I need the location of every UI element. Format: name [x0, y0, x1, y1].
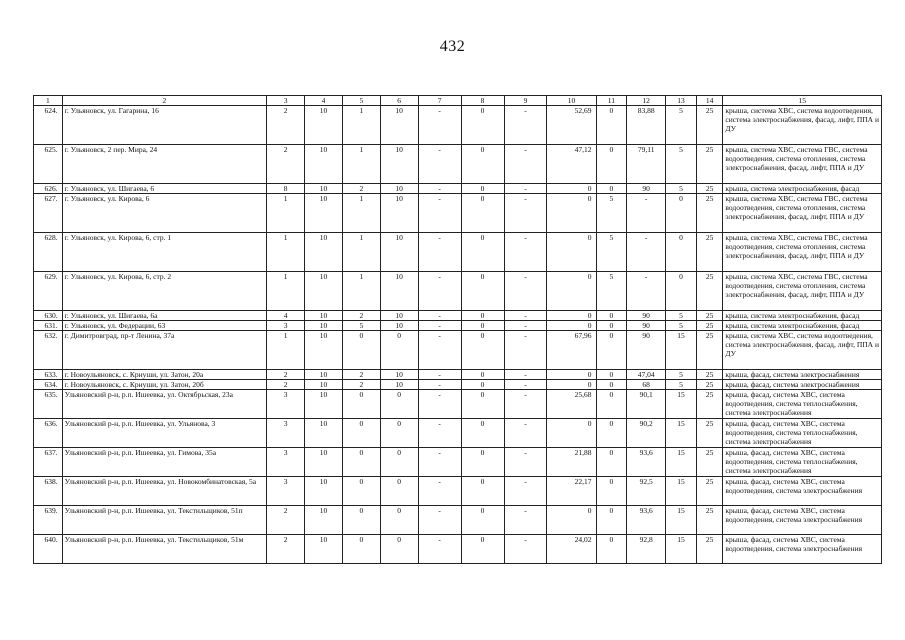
table-row	[34, 506, 882, 535]
col-6: 10	[380, 145, 418, 184]
column-header: 3	[267, 96, 305, 106]
col-12: 79,11	[627, 145, 666, 184]
col-10: 47,12	[547, 145, 596, 184]
column-header: 4	[305, 96, 343, 106]
col-12: 68	[627, 380, 666, 390]
col-12: 93,6	[627, 448, 666, 477]
page-number: 432	[439, 38, 466, 55]
col-10: 0	[547, 370, 596, 380]
works-list: крыша, система электроснабжения, фасад	[723, 311, 882, 321]
col-4: 10	[305, 194, 343, 233]
col-5: 2	[342, 370, 380, 380]
address: г. Ульяновск, ул. Кирова, 6, стр. 1	[62, 233, 267, 272]
col-11: 0	[596, 331, 627, 370]
col-9: -	[504, 184, 547, 194]
row-number: 634.	[34, 380, 63, 390]
col-5: 0	[342, 390, 380, 419]
col-6: 0	[380, 535, 418, 564]
works-list: крыша, фасад, система ХВС, система водоотведения, система теплоснабжения, система электроснабжения	[723, 419, 882, 448]
row-number: 640.	[34, 535, 63, 564]
col-14: 25	[696, 184, 723, 194]
row-number: 628.	[34, 233, 63, 272]
col-14: 25	[696, 390, 723, 419]
col-14: 25	[696, 233, 723, 272]
col-4: 10	[305, 272, 343, 311]
col-3: 4	[267, 311, 305, 321]
col-12: 90	[627, 321, 666, 331]
col-13: 5	[666, 321, 697, 331]
col-3: 1	[267, 194, 305, 233]
column-header: 5	[342, 96, 380, 106]
works-list: крыша, фасад, система ХВС, система водоотведения, система теплоснабжения, система электроснабжения	[723, 390, 882, 419]
works-list: крыша, фасад, система электроснабжения	[723, 380, 882, 390]
col-13: 15	[666, 448, 697, 477]
col-5: 2	[342, 311, 380, 321]
col-6: 10	[380, 184, 418, 194]
col-10: 67,96	[547, 331, 596, 370]
works-list: крыша, фасад, система ХВС, система водоотведения, система электроснабжения	[723, 477, 882, 506]
works-list: крыша, фасад, система ХВС, система водоотведения, система электроснабжения	[723, 535, 882, 564]
col-6: 0	[380, 419, 418, 448]
col-10: 0	[547, 419, 596, 448]
col-9: -	[504, 370, 547, 380]
column-header: 11	[596, 96, 627, 106]
col-5: 0	[342, 448, 380, 477]
col-5: 0	[342, 477, 380, 506]
column-header: 8	[461, 96, 504, 106]
column-header: 1	[34, 96, 63, 106]
col-10: 52,69	[547, 106, 596, 145]
address: г. Ульяновск, ул. Кирова, 6, стр. 2	[62, 272, 267, 311]
col-3: 2	[267, 145, 305, 184]
row-number: 636.	[34, 419, 63, 448]
col-7: -	[418, 370, 461, 380]
col-14: 25	[696, 145, 723, 184]
column-header: 15	[723, 96, 882, 106]
col-7: -	[418, 321, 461, 331]
col-14: 25	[696, 535, 723, 564]
col-8: 0	[461, 145, 504, 184]
address: г. Ульяновск, ул. Федерации, 63	[62, 321, 267, 331]
address: г. Ульяновск, ул. Гагарина, 16	[62, 106, 267, 145]
table-row	[34, 233, 882, 272]
row-number: 625.	[34, 145, 63, 184]
col-10: 0	[547, 506, 596, 535]
works-list: крыша, система ХВС, система ГВС, система водоотведения, система отопления, система электроснабжения, фасад, лифт, ППА и ДУ	[723, 194, 882, 233]
col-11: 0	[596, 311, 627, 321]
col-7: -	[418, 233, 461, 272]
address: г. Новоульяновск, с. Криуши, ул. Затон, 20а	[62, 370, 267, 380]
works-list: крыша, система ХВС, система ГВС, система водоотведения, система отопления, система электроснабжения, фасад, лифт, ППА и ДУ	[723, 145, 882, 184]
col-9: -	[504, 419, 547, 448]
address: Ульяновский р-н, р.п. Ишеевка, ул. Гимова, 35а	[62, 448, 267, 477]
works-list: крыша, система ХВС, система водоотведения, система электроснабжения, фасад, лифт, ППА и ДУ	[723, 106, 882, 145]
col-7: -	[418, 477, 461, 506]
col-4: 10	[305, 233, 343, 272]
column-header: 10	[547, 96, 596, 106]
col-6: 10	[380, 370, 418, 380]
col-10: 25,68	[547, 390, 596, 419]
col-13: 0	[666, 233, 697, 272]
col-10: 0	[547, 272, 596, 311]
col-12: 90	[627, 331, 666, 370]
column-header: 7	[418, 96, 461, 106]
col-4: 10	[305, 331, 343, 370]
col-14: 25	[696, 419, 723, 448]
address: г. Ульяновск, ул. Шигаева, 6а	[62, 311, 267, 321]
col-11: 0	[596, 370, 627, 380]
col-3: 1	[267, 233, 305, 272]
col-5: 1	[342, 145, 380, 184]
address: г. Ульяновск, 2 пер. Мира, 24	[62, 145, 267, 184]
col-11: 0	[596, 477, 627, 506]
row-number: 629.	[34, 272, 63, 311]
address: Ульяновский р-н, р.п. Ишеевка, ул. Октябрьская, 23а	[62, 390, 267, 419]
col-4: 10	[305, 184, 343, 194]
col-8: 0	[461, 184, 504, 194]
col-8: 0	[461, 370, 504, 380]
col-5: 0	[342, 419, 380, 448]
col-14: 25	[696, 506, 723, 535]
col-3: 3	[267, 390, 305, 419]
col-13: 5	[666, 145, 697, 184]
col-14: 25	[696, 380, 723, 390]
col-14: 25	[696, 194, 723, 233]
col-3: 8	[267, 184, 305, 194]
col-12: 90	[627, 184, 666, 194]
column-header: 9	[504, 96, 547, 106]
works-list: крыша, система ХВС, система ГВС, система водоотведения, система отопления, система электроснабжения, фасад, лифт, ППА и ДУ	[723, 272, 882, 311]
row-number: 627.	[34, 194, 63, 233]
col-6: 10	[380, 321, 418, 331]
works-list: крыша, фасад, система ХВС, система водоотведения, система теплоснабжения, система электроснабжения	[723, 448, 882, 477]
table-row	[34, 331, 882, 370]
table-row	[34, 370, 882, 380]
col-3: 2	[267, 106, 305, 145]
col-4: 10	[305, 506, 343, 535]
col-11: 5	[596, 194, 627, 233]
col-7: -	[418, 272, 461, 311]
col-13: 5	[666, 184, 697, 194]
table-row	[34, 272, 882, 311]
col-3: 1	[267, 331, 305, 370]
col-10: 22,17	[547, 477, 596, 506]
col-11: 5	[596, 233, 627, 272]
table-row	[34, 535, 882, 564]
col-8: 0	[461, 390, 504, 419]
col-5: 0	[342, 506, 380, 535]
row-number: 637.	[34, 448, 63, 477]
col-3: 2	[267, 370, 305, 380]
address: Ульяновский р-н, р.п. Ишеевка, ул. Ульянова, 3	[62, 419, 267, 448]
col-5: 1	[342, 233, 380, 272]
col-12: -	[627, 272, 666, 311]
col-8: 0	[461, 506, 504, 535]
col-9: -	[504, 106, 547, 145]
col-3: 1	[267, 272, 305, 311]
table-row	[34, 145, 882, 184]
col-7: -	[418, 506, 461, 535]
col-11: 0	[596, 145, 627, 184]
col-7: -	[418, 194, 461, 233]
address: г. Ульяновск, ул. Кирова, 6	[62, 194, 267, 233]
col-4: 10	[305, 380, 343, 390]
col-3: 3	[267, 448, 305, 477]
col-12: 90,1	[627, 390, 666, 419]
col-8: 0	[461, 272, 504, 311]
col-6: 10	[380, 106, 418, 145]
col-13: 0	[666, 272, 697, 311]
column-header: 6	[380, 96, 418, 106]
col-7: -	[418, 145, 461, 184]
col-8: 0	[461, 380, 504, 390]
col-8: 0	[461, 535, 504, 564]
col-13: 15	[666, 477, 697, 506]
address: Ульяновский р-н, р.п. Ишеевка, ул. Текстильщиков, 51м	[62, 535, 267, 564]
col-11: 0	[596, 506, 627, 535]
col-11: 0	[596, 184, 627, 194]
table-row	[34, 477, 882, 506]
col-3: 3	[267, 321, 305, 331]
works-list: крыша, фасад, система ХВС, система водоотведения, система электроснабжения	[723, 506, 882, 535]
column-header: 12	[627, 96, 666, 106]
col-11: 0	[596, 106, 627, 145]
table-row	[34, 380, 882, 390]
works-list: крыша, фасад, система электроснабжения	[723, 370, 882, 380]
col-9: -	[504, 535, 547, 564]
col-5: 1	[342, 194, 380, 233]
repair-table	[33, 95, 882, 564]
col-13: 5	[666, 380, 697, 390]
works-list: крыша, система ХВС, система ГВС, система водоотведения, система отопления, система электроснабжения, фасад, лифт, ППА и ДУ	[723, 233, 882, 272]
col-5: 1	[342, 106, 380, 145]
col-9: -	[504, 448, 547, 477]
row-number: 631.	[34, 321, 63, 331]
table-row	[34, 311, 882, 321]
col-13: 5	[666, 370, 697, 380]
table-row	[34, 194, 882, 233]
col-12: -	[627, 194, 666, 233]
col-10: 0	[547, 311, 596, 321]
col-6: 10	[380, 194, 418, 233]
col-4: 10	[305, 390, 343, 419]
col-8: 0	[461, 311, 504, 321]
col-13: 5	[666, 106, 697, 145]
col-10: 21,88	[547, 448, 596, 477]
col-4: 10	[305, 106, 343, 145]
col-9: -	[504, 506, 547, 535]
column-header: 13	[666, 96, 697, 106]
header-row	[34, 96, 882, 106]
col-6: 10	[380, 380, 418, 390]
col-7: -	[418, 311, 461, 321]
col-8: 0	[461, 321, 504, 331]
row-number: 632.	[34, 331, 63, 370]
col-8: 0	[461, 331, 504, 370]
col-6: 10	[380, 272, 418, 311]
col-9: -	[504, 321, 547, 331]
col-3: 2	[267, 535, 305, 564]
col-9: -	[504, 390, 547, 419]
col-6: 0	[380, 477, 418, 506]
col-5: 2	[342, 184, 380, 194]
col-14: 25	[696, 331, 723, 370]
col-6: 0	[380, 331, 418, 370]
col-6: 0	[380, 390, 418, 419]
col-10: 0	[547, 321, 596, 331]
col-13: 15	[666, 390, 697, 419]
col-14: 25	[696, 477, 723, 506]
works-list: крыша, система электроснабжения, фасад	[723, 321, 882, 331]
col-12: 47,04	[627, 370, 666, 380]
col-11: 5	[596, 272, 627, 311]
col-4: 10	[305, 448, 343, 477]
col-13: 0	[666, 194, 697, 233]
col-9: -	[504, 331, 547, 370]
address: г. Димитровград, пр-т Ленина, 37а	[62, 331, 267, 370]
col-9: -	[504, 272, 547, 311]
col-9: -	[504, 311, 547, 321]
col-9: -	[504, 233, 547, 272]
col-9: -	[504, 145, 547, 184]
col-9: -	[504, 194, 547, 233]
table-row	[34, 106, 882, 145]
col-7: -	[418, 419, 461, 448]
col-8: 0	[461, 448, 504, 477]
col-14: 25	[696, 272, 723, 311]
col-4: 10	[305, 321, 343, 331]
col-7: -	[418, 448, 461, 477]
row-number: 638.	[34, 477, 63, 506]
col-5: 0	[342, 331, 380, 370]
col-5: 5	[342, 321, 380, 331]
col-4: 10	[305, 419, 343, 448]
col-5: 0	[342, 535, 380, 564]
col-8: 0	[461, 419, 504, 448]
col-12: 83,88	[627, 106, 666, 145]
col-9: -	[504, 380, 547, 390]
row-number: 624.	[34, 106, 63, 145]
col-13: 15	[666, 331, 697, 370]
col-10: 0	[547, 194, 596, 233]
col-12: -	[627, 233, 666, 272]
col-8: 0	[461, 233, 504, 272]
row-number: 635.	[34, 390, 63, 419]
col-3: 2	[267, 506, 305, 535]
col-14: 25	[696, 106, 723, 145]
col-12: 92,5	[627, 477, 666, 506]
col-4: 10	[305, 535, 343, 564]
col-13: 15	[666, 535, 697, 564]
col-12: 90,2	[627, 419, 666, 448]
col-11: 0	[596, 419, 627, 448]
col-12: 93,6	[627, 506, 666, 535]
col-9: -	[504, 477, 547, 506]
col-10: 0	[547, 184, 596, 194]
row-number: 630.	[34, 311, 63, 321]
col-11: 0	[596, 535, 627, 564]
column-header: 2	[62, 96, 267, 106]
col-3: 2	[267, 380, 305, 390]
col-4: 10	[305, 370, 343, 380]
col-10: 24,02	[547, 535, 596, 564]
col-6: 10	[380, 311, 418, 321]
table-row	[34, 184, 882, 194]
col-7: -	[418, 380, 461, 390]
col-8: 0	[461, 194, 504, 233]
col-8: 0	[461, 477, 504, 506]
col-6: 0	[380, 506, 418, 535]
row-number: 639.	[34, 506, 63, 535]
col-5: 1	[342, 272, 380, 311]
column-header: 14	[696, 96, 723, 106]
col-13: 15	[666, 506, 697, 535]
col-11: 0	[596, 448, 627, 477]
col-10: 0	[547, 380, 596, 390]
address: г. Новоульяновск, с. Криуши, ул. Затон, 20б	[62, 380, 267, 390]
col-13: 15	[666, 419, 697, 448]
col-7: -	[418, 184, 461, 194]
works-list: крыша, система электроснабжения, фасад	[723, 184, 882, 194]
col-7: -	[418, 331, 461, 370]
col-14: 25	[696, 311, 723, 321]
col-10: 0	[547, 233, 596, 272]
col-14: 25	[696, 448, 723, 477]
col-4: 10	[305, 145, 343, 184]
table-row	[34, 390, 882, 419]
col-14: 25	[696, 370, 723, 380]
row-number: 626.	[34, 184, 63, 194]
col-13: 5	[666, 311, 697, 321]
col-11: 0	[596, 390, 627, 419]
table-row	[34, 321, 882, 331]
col-12: 90	[627, 311, 666, 321]
col-4: 10	[305, 311, 343, 321]
col-6: 10	[380, 233, 418, 272]
col-12: 92,8	[627, 535, 666, 564]
works-list: крыша, система ХВС, система водоотведения, система электроснабжения, фасад, лифт, ППА и ДУ	[723, 331, 882, 370]
col-8: 0	[461, 106, 504, 145]
col-7: -	[418, 390, 461, 419]
col-7: -	[418, 106, 461, 145]
address: Ульяновский р-н, р.п. Ишеевка, ул. Новокомбинатовская, 5а	[62, 477, 267, 506]
col-6: 0	[380, 448, 418, 477]
address: Ульяновский р-н, р.п. Ишеевка, ул. Текстильщиков, 51п	[62, 506, 267, 535]
address: г. Ульяновск, ул. Шигаева, 6	[62, 184, 267, 194]
col-7: -	[418, 535, 461, 564]
col-5: 2	[342, 380, 380, 390]
table-row	[34, 448, 882, 477]
col-4: 10	[305, 477, 343, 506]
col-3: 3	[267, 477, 305, 506]
col-14: 25	[696, 321, 723, 331]
col-11: 0	[596, 380, 627, 390]
table-row	[34, 419, 882, 448]
row-number: 633.	[34, 370, 63, 380]
col-11: 0	[596, 321, 627, 331]
col-3: 3	[267, 419, 305, 448]
